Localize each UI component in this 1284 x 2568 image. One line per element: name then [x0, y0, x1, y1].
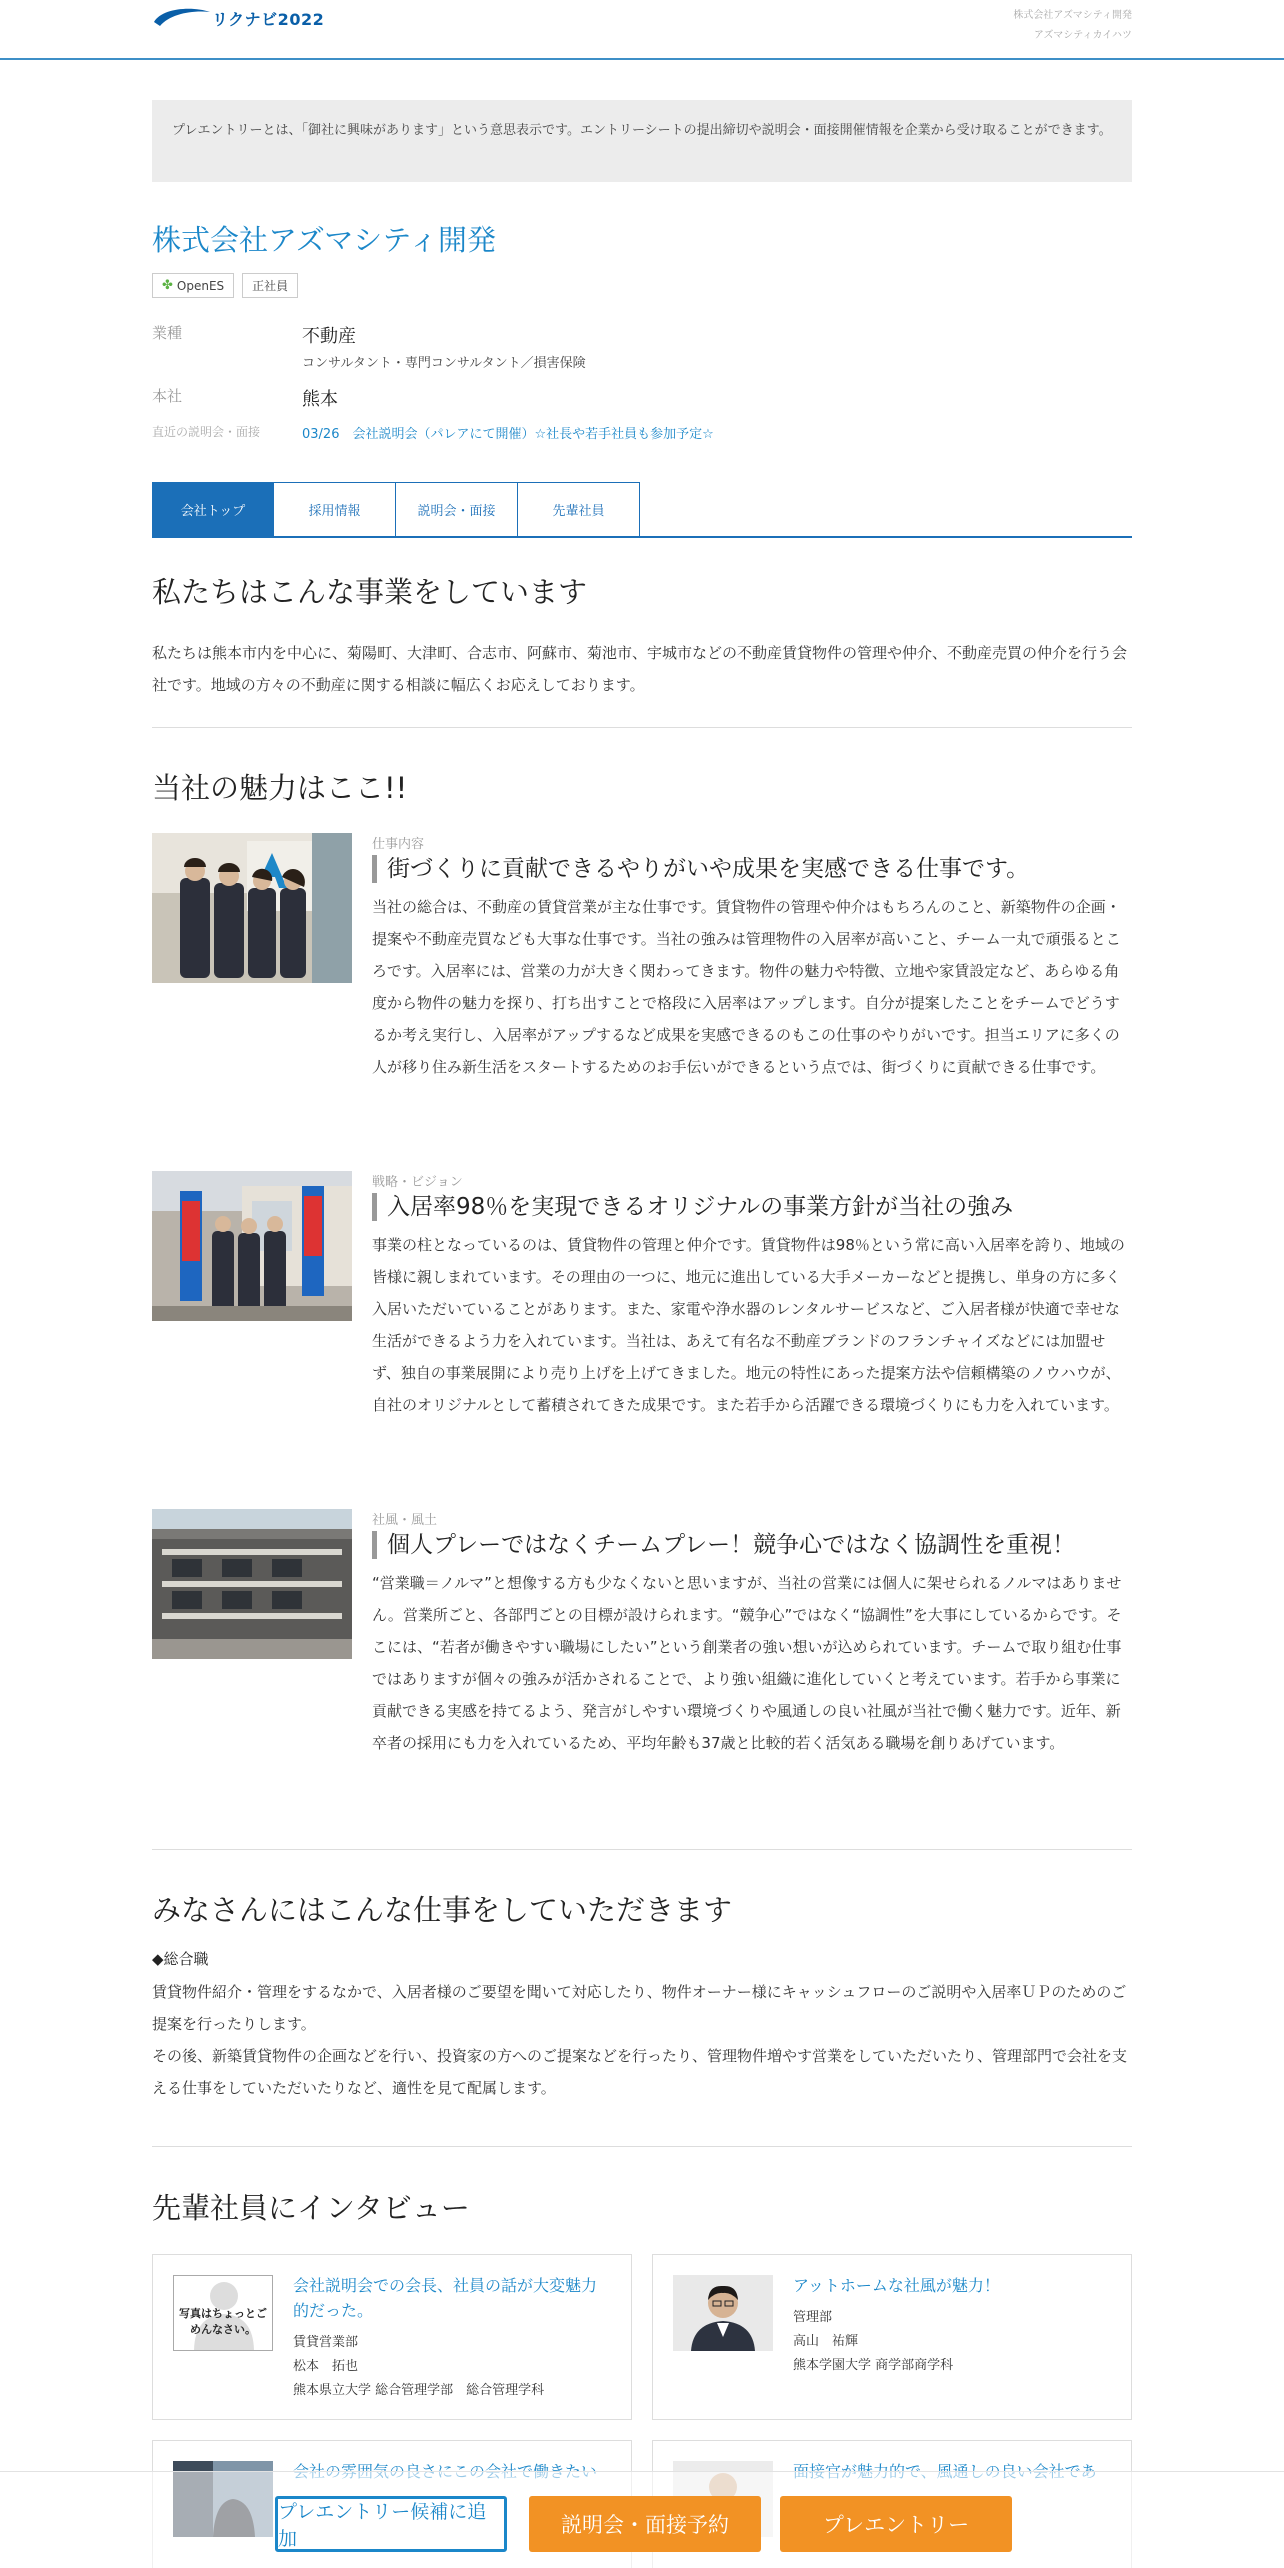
no-photo-caption: 写真はちょっとごめんなさい。	[179, 2307, 267, 2336]
business-text: 私たちは熊本市内を中心に、菊陽町、大津町、合志市、阿蘇市、菊池市、宇城市などの不動産賃貸物件の管理や仲介、不動産売買の仲介を行う会社です。地域の方々の不動産に関する相談に幅広くお応えしております。	[152, 644, 1128, 694]
header-company-name: 株式会社アズマシティ開発	[1013, 10, 1132, 21]
interview-dept: 管理部	[793, 2310, 833, 2325]
appeal-title: 入居率98％を実現できるオリジナルの事業方針が当社の強み	[372, 1193, 1132, 1221]
appeal-category: 仕事内容	[372, 837, 425, 852]
hq-value: 熊本	[302, 389, 338, 410]
interview-title: 会社説明会での会長、社員の話が大変魅力的だった。	[293, 2276, 598, 2320]
interview-name: 松本 拓也	[293, 2359, 359, 2374]
tag-openes	[152, 273, 234, 298]
tab-recruit-info[interactable]: 採用情報	[274, 482, 396, 536]
jobs-text-2: その後、新築賃貸物件の企画などを行い、投資家の方へのご提案などを行ったり、管理物件増やす営業をしていただいたり、管理部門で会社を支える仕事をしていただいたりなど、適性を見て配属します。	[152, 2047, 1128, 2097]
interview-title: アットホームな社風が魅力！	[793, 2276, 1000, 2295]
banner-photo	[152, 1171, 352, 1321]
building-photo	[152, 1509, 352, 1659]
hq-row	[152, 385, 1132, 411]
tab-company-top[interactable]: 会社トップ	[152, 482, 274, 536]
industry-sub: コンサルタント・専門コンサルタント／損害保険	[302, 356, 586, 371]
appeal-text: 当社の総合は、不動産の賃貸営業が主な仕事です。賃貸物件の管理や仲介はもちろんのこと、新築物件の企画・提案や不動産売買なども大事な仕事です。当社の強みは管理物件の入居率が高いこと、チーム一丸で頑張るところです。入居率には、営業の力が大きく関わってきます。物件の魅力や特徴、立地や家賃設定など、あらゆる角度から物件の魅力を探り、打ち出すことで格段に入居率はアップします。自分が提案したことをチームでどうするか考え実行し、入居率がアップするなど成果を実感できるのもこの仕事のやりがいです。担当エリアに多くの人が移り住み新生活をスタートするためのお手伝いができるという点では、街づくりに貢献できる仕事です。	[372, 898, 1121, 1076]
industry-value: 不動産	[302, 326, 356, 347]
clover-icon: ✤	[162, 278, 173, 293]
logo-swoosh-icon	[152, 4, 212, 32]
add-candidate-button[interactable]: プレエントリー候補に追加	[275, 2496, 507, 2552]
industry-label: 業種	[152, 324, 183, 342]
tab-seminar[interactable]: 説明会・面接	[396, 482, 518, 536]
jobs-heading: みなさんにはこんな仕事をしていただきます	[152, 1893, 733, 1927]
employee-photo	[673, 2275, 773, 2351]
seminar-link[interactable]: 03/26 会社説明会（パレアにて開催）☆社長や若手社員も参加予定☆	[302, 427, 714, 442]
logo-text: リクナビ2022	[212, 9, 325, 29]
company-tags	[152, 273, 1132, 298]
seminar-row	[152, 423, 1132, 442]
divider	[152, 1849, 1132, 1850]
jobs-text-1: 賃貸物件紹介・管理をするなかで、入居者様のご要望を聞いて対応したり、物件オーナー様にキャッシュフローのご説明や入居率ＵＰのためのご提案を行ったりします。	[152, 1983, 1127, 2033]
hq-label: 本社	[152, 387, 183, 405]
divider	[152, 2146, 1132, 2147]
interview-card[interactable]	[152, 2254, 632, 2420]
interview-heading: 先輩社員にインタビュー	[152, 2191, 470, 2225]
interview-name: 高山 祐輝	[793, 2334, 859, 2349]
tag-openes-label: OpenES	[176, 278, 225, 293]
preentry-notice: プレエントリーとは、「御社に興味があります」という意思表示です。エントリーシートの提出締切や説明会・面接開催情報を企業から受け取ることができます。	[152, 100, 1132, 182]
appeal-text: “営業職＝ノルマ”と想像する方も少なくないと思いますが、当社の営業には個人に架せられるノルマはありません。営業所ごと、各部門ごとの目標が設けられます。“競争心”ではなく“協調性”を大事にしているからです。そこには、“若者が働きやすい職場にしたい”という創業者の強い想いが込められています。チームで取り組む仕事ではありますが個々の強みが活かされることで、より強い組織に進化していくと考えています。若手から事業に貢献できる実感を持てるよう、発言がしやすい環境づくりや風通しの良い社風が当社で働く魅力です。近年、新卒者の採用にも力を入れているため、平均年齢も37歳と比較的若く活気ある職場を創りあげています。	[372, 1574, 1122, 1752]
header-company-info	[1013, 6, 1132, 46]
appeal-title: 街づくりに貢献できるやりがいや成果を実感できる仕事です。	[372, 855, 1132, 883]
appeal-heading: 当社の魅力はここ!!	[152, 771, 408, 805]
preentry-button[interactable]: プレエントリー	[780, 2496, 1012, 2552]
appeal-title: 個人プレーではなくチームプレー！競争心ではなく協調性を重視！	[372, 1531, 1132, 1559]
divider	[152, 727, 1132, 728]
appeal-category: 社風・風土	[372, 1513, 438, 1528]
industry-row	[152, 322, 1132, 371]
tag-employment: 正社員	[242, 273, 298, 298]
company-info	[152, 322, 1132, 442]
company-name: 株式会社アズマシティ開発	[152, 223, 496, 257]
jobs-subhead: ◆総合職	[152, 1950, 209, 1968]
action-bar	[0, 2471, 1284, 2568]
business-heading: 私たちはこんな事業をしています	[152, 575, 588, 609]
staff-photo	[152, 833, 352, 983]
interview-school: 熊本県立大学 総合管理学部 総合管理学科	[293, 2383, 545, 2398]
header-company-kana: アズマシティカイハツ	[1033, 30, 1132, 41]
appeal-text: 事業の柱となっているのは、賃貸物件の管理と仲介です。賃貸物件は98％という常に高い入居率を誇り、地域の皆様に親しまれています。その理由の一つに、地元に進出している大手メーカーなどと提携し、単身の方に多く入居いただいていることがあります。また、家電や浄水器のレンタルサービスなど、ご入居者様が快適で幸せな生活ができるよう力を入れています。当社は、あえて有名な不動産ブランドのフランチャイズなどには加盟せず、独自の事業展開により売り上げを上げてきました。地元の特性にあった提案方法や信頼構築のノウハウが、自社のオリジナルとして蓄積されてきた成果です。また若手から活躍できる環境づくりにも力を入れています。	[372, 1236, 1125, 1414]
no-photo-placeholder	[173, 2275, 273, 2351]
tab-seniors[interactable]: 先輩社員	[518, 482, 640, 536]
site-header	[0, 0, 1284, 60]
interview-dept: 賃貸営業部	[293, 2335, 359, 2350]
interview-card[interactable]	[652, 2254, 1132, 2420]
interview-school: 熊本学園大学 商学部商学科	[793, 2358, 954, 2373]
company-tabs	[152, 482, 1132, 538]
reserve-seminar-button[interactable]: 説明会・面接予約	[529, 2496, 761, 2552]
appeal-category: 戦略・ビジョン	[372, 1175, 463, 1190]
seminar-label: 直近の説明会・面接	[152, 425, 261, 439]
rikunabi-logo[interactable]	[152, 4, 324, 32]
